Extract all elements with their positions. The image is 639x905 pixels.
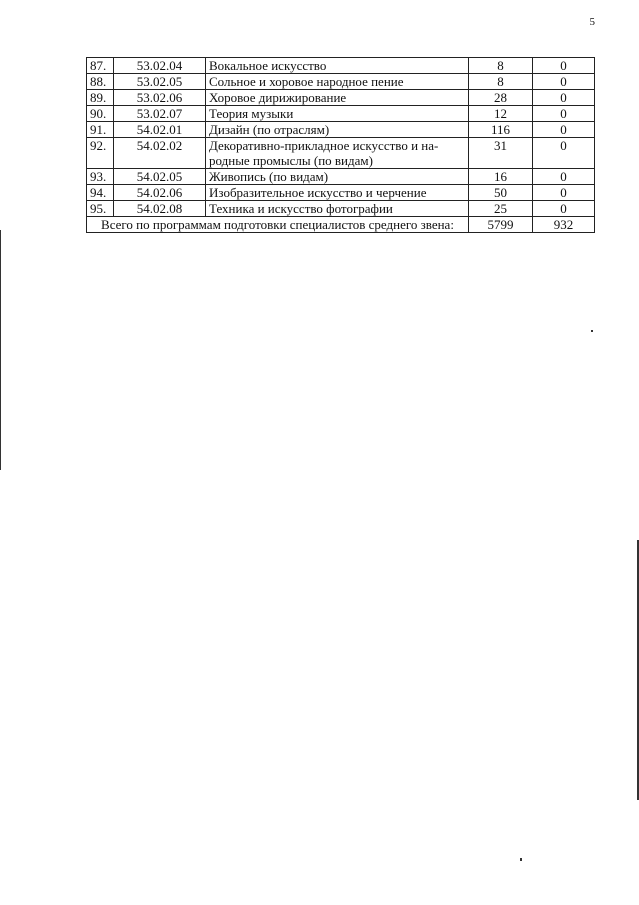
table-row xyxy=(87,201,595,217)
table-row xyxy=(87,90,595,106)
row-number: 90. xyxy=(87,106,114,122)
specialty-name: Дизайн (по отраслям) xyxy=(206,122,469,138)
specialty-code: 54.02.06 xyxy=(114,185,206,201)
value-1: 31 xyxy=(469,138,533,169)
value-2: 0 xyxy=(533,138,595,169)
value-2: 0 xyxy=(533,58,595,74)
value-1: 50 xyxy=(469,185,533,201)
specialty-name: Техника и искусство фотографии xyxy=(206,201,469,217)
specialties-table xyxy=(86,57,595,233)
specialty-name: Хоровое дирижирование xyxy=(206,90,469,106)
specialty-name: Теория музыки xyxy=(206,106,469,122)
table-row xyxy=(87,169,595,185)
row-number: 89. xyxy=(87,90,114,106)
table-row xyxy=(87,122,595,138)
page-number: 5 xyxy=(589,16,595,28)
row-number: 93. xyxy=(87,169,114,185)
value-2: 0 xyxy=(533,201,595,217)
value-1: 8 xyxy=(469,58,533,74)
value-2: 0 xyxy=(533,169,595,185)
total-value-2: 932 xyxy=(533,217,595,233)
specialty-code: 54.02.02 xyxy=(114,138,206,169)
table-row xyxy=(87,74,595,90)
value-1: 116 xyxy=(469,122,533,138)
specialty-name: Сольное и хоровое народное пение xyxy=(206,74,469,90)
value-2: 0 xyxy=(533,106,595,122)
row-number: 87. xyxy=(87,58,114,74)
total-row xyxy=(87,217,595,233)
value-1: 8 xyxy=(469,74,533,90)
value-2: 0 xyxy=(533,90,595,106)
scan-edge-left xyxy=(0,230,1,470)
scan-dot xyxy=(520,858,522,861)
value-2: 0 xyxy=(533,74,595,90)
specialty-code: 54.02.05 xyxy=(114,169,206,185)
specialty-code: 53.02.07 xyxy=(114,106,206,122)
specialty-code: 53.02.04 xyxy=(114,58,206,74)
row-number: 88. xyxy=(87,74,114,90)
specialty-name: Живопись (по видам) xyxy=(206,169,469,185)
specialty-name: Изобразительное искусство и черчение xyxy=(206,185,469,201)
total-value-1: 5799 xyxy=(469,217,533,233)
scan-dot xyxy=(591,330,593,332)
value-1: 28 xyxy=(469,90,533,106)
value-1: 25 xyxy=(469,201,533,217)
value-1: 12 xyxy=(469,106,533,122)
total-label: Всего по программам подготовки специалистов среднего звена: xyxy=(87,217,469,233)
table-row xyxy=(87,185,595,201)
specialty-code: 54.02.08 xyxy=(114,201,206,217)
value-2: 0 xyxy=(533,122,595,138)
row-number: 91. xyxy=(87,122,114,138)
specialty-code: 54.02.01 xyxy=(114,122,206,138)
specialty-code: 53.02.05 xyxy=(114,74,206,90)
table-row xyxy=(87,138,595,169)
table-row xyxy=(87,58,595,74)
row-number: 92. xyxy=(87,138,114,169)
table-row xyxy=(87,106,595,122)
specialty-name: Вокальное искусство xyxy=(206,58,469,74)
row-number: 95. xyxy=(87,201,114,217)
specialty-code: 53.02.06 xyxy=(114,90,206,106)
value-2: 0 xyxy=(533,185,595,201)
value-1: 16 xyxy=(469,169,533,185)
table-body xyxy=(87,58,595,217)
row-number: 94. xyxy=(87,185,114,201)
specialty-name: Декоративно-прикладное искусство и на-родные промыслы (по видам) xyxy=(206,138,469,169)
